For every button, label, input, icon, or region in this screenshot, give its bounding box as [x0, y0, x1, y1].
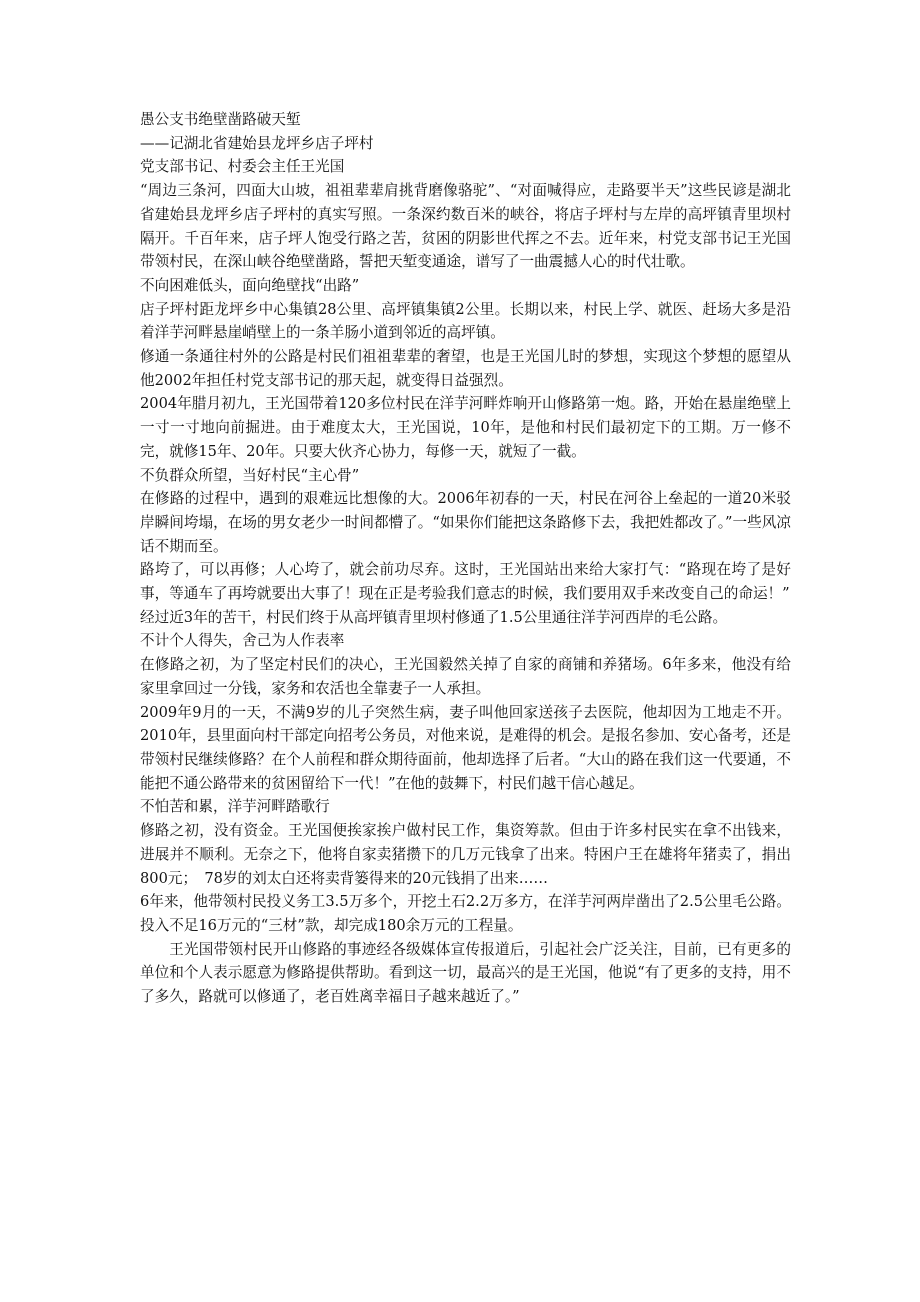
body-paragraph: 在修路之初，为了坚定村民们的决心，王光国毅然关掉了自家的商铺和养猪场。6年多来，他没有给家里拿回过一分钱，家务和农活也全靠妻子一人承担。 [140, 656, 791, 697]
section-heading: 不计个人得失，舍己为人作表率 [140, 632, 345, 650]
body-paragraph: 经过近3年的苦干，村民们终于从高坪镇青里坝村修通了1.5公里通往洋芋河西岸的毛公路。 [140, 608, 728, 626]
body-paragraph: 在修路的过程中，遇到的艰难远比想像的大。2006年初春的一天，村民在河谷上垒起的一道20米驳岸瞬间垮塌，在场的男女老少一时间都懵了。“如果你们能把这条路修下去，我把姓都改了。”一些风凉话不期而至。 [140, 490, 791, 555]
closing-paragraph: 王光国带领村民开山修路的事迹经各级媒体宣传报道后，引起社会广泛关注，目前，已有更多的单位和个人表示愿意为修路提供帮助。看到这一切，最高兴的是王光国，他说“有了更多的支持，用不了多久，路就可以修通了，老百姓离幸福日子越来越近了。” [140, 940, 791, 1006]
section-heading: 不向困难低头，面向绝壁找“出路” [140, 276, 360, 294]
body-paragraph: 2004年腊月初九，王光国带着120多位村民在洋芋河畔炸响开山修路第一炮。路，开始在悬崖绝壁上一寸一寸地向前掘进。由于难度太大，王光国说，10年，是他和村民们最初定下的工期。万一修不完，就修15年、20年。只要大伙齐心协力，每修一天，就短了一截。 [140, 395, 791, 460]
body-paragraph: 店子坪村距龙坪乡中心集镇28公里、高坪镇集镇2公里。长期以来，村民上学、就医、赶场大多是沿着洋芋河畔悬崖峭壁上的一条羊肠小道到邻近的高坪镇。 [140, 300, 791, 342]
article-subtitle-role: 党支部书记、村委会主任王光国 [140, 158, 345, 176]
section-heading: 不负群众所望，当好村民“主心骨” [140, 466, 360, 484]
body-paragraph: 路垮了，可以再修；人心垮了，就会前功尽弃。这时，王光国站出来给大家打气：“路现在垮了是好事，等通车了再垮就要出大事了！现在正是考验我们意志的时候，我们要用双手来改变自己的命运！” [140, 561, 791, 603]
body-paragraph: 修路之初，没有资金。王光国便挨家挨户做村民工作，集资筹款。但由于许多村民实在拿不出钱来，进展并不顺利。无奈之下，他将自家卖猪攒下的几万元钱拿了出来。特困户王在雄将年猪卖了，捐出800元； 78岁的刘太白还将卖背篓得来的20元钱捐了出来…… [140, 822, 791, 887]
section-heading: 不怕苦和累，洋芋河畔踏歌行 [140, 798, 330, 816]
body-paragraph: 修通一条通往村外的公路是村民们祖祖辈辈的奢望，也是王光国儿时的梦想，实现这个梦想的愿望从他2002年担任村党支部书记的那天起，就变得日益强烈。 [140, 348, 791, 389]
article-title: 愚公支书绝壁凿路破天堑 [140, 111, 301, 128]
body-paragraph: 6年来，他带领村民投义务工3.5万多个，开挖土石2.2万多方，在洋芋河两岸凿出了2.5公里毛公路。投入不足16万元的“三材”款，却完成180余万元的工程量。 [140, 893, 791, 934]
intro-paragraph: “周边三条河，四面大山坡，祖祖辈辈肩挑背磨像骆驼”、“对面喊得应，走路要半天”这些民谚是湖北省建始县龙坪乡店子坪村的真实写照。一条深约数百米的峡谷，将店子坪村与左岸的高坪镇青里坝村隔开。千百年来，店子坪人饱受行路之苦，贫困的阴影世代挥之不去。近年来，村党支部书记王光国带领村民，在深山峡谷绝壁凿路，誓把天堑变通途，谱写了一曲震撼人心的时代壮歌。 [140, 182, 791, 271]
article-subtitle: ——记湖北省建始县龙坪乡店子坪村 [140, 134, 374, 152]
body-paragraph: 2009年9月的一天，不满9岁的儿子突然生病，妻子叫他回家送孩子去医院，他却因为工地走不开。2010年，县里面向村干部定向招考公务员，对他来说，是难得的机会。是报名参加、安心备考，还是带领村民继续修路？在个人前程和群众期待面前，他却选择了后者。“大山的路在我们这一代要通，不能把不通公路带来的贫困留给下一代！”在他的鼓舞下，村民们越干信心越足。 [140, 703, 791, 792]
document-page [140, 108, 791, 1009]
